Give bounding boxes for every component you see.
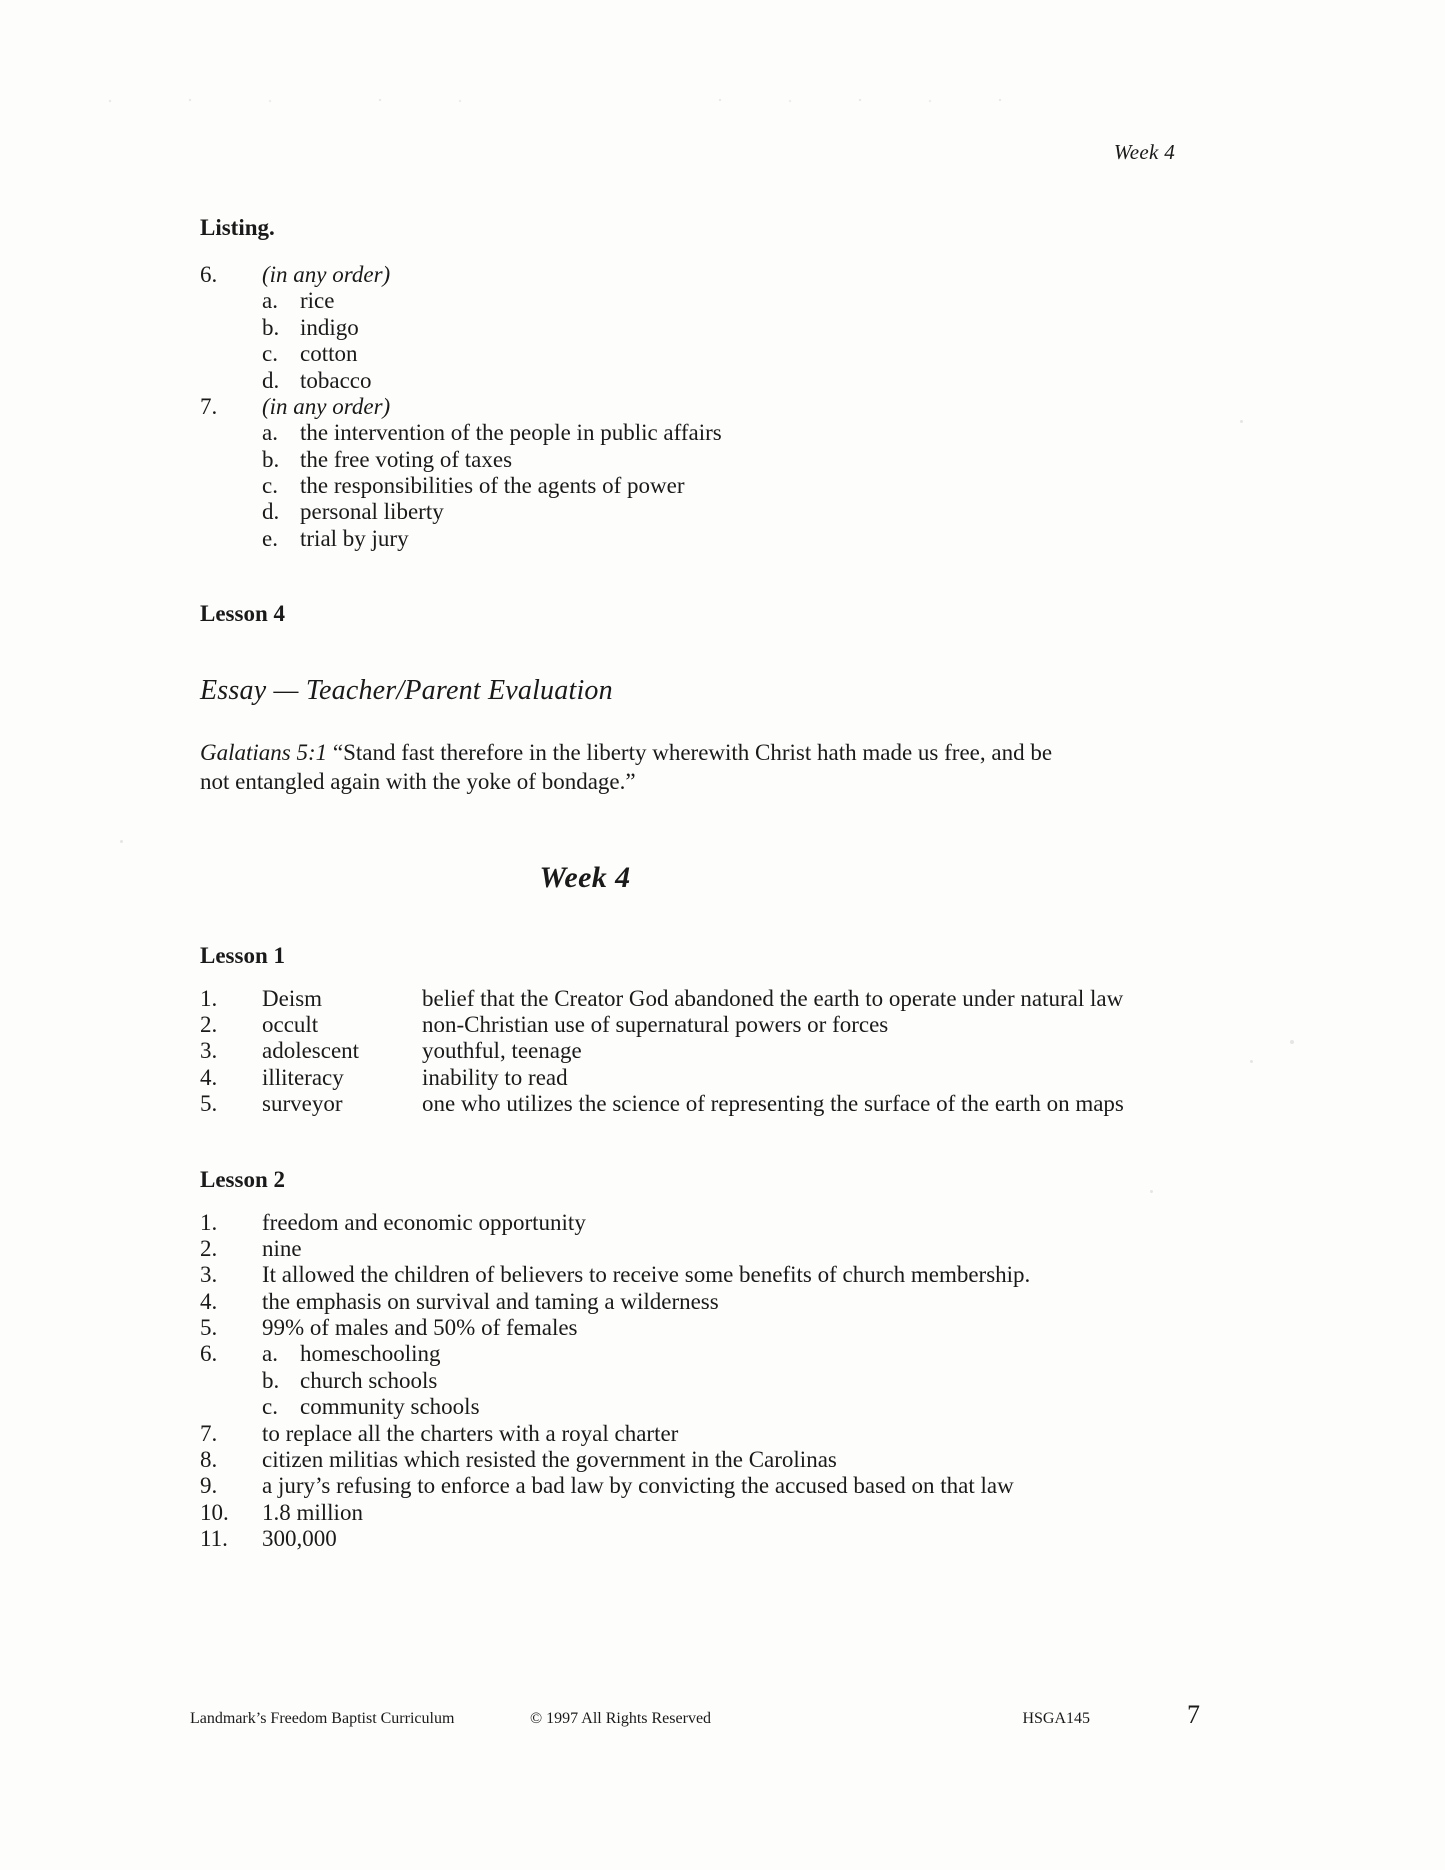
scripture-text: “Stand fast therefore in the liberty wherewith Christ hath made us free, and be not entangled again with the yoke of bondage.”	[200, 740, 1053, 794]
scan-speck	[120, 840, 123, 843]
vocab-term: illiteracy	[262, 1064, 344, 1090]
item-number: 7.	[200, 393, 218, 419]
scan-speck	[1290, 1040, 1294, 1044]
list-item	[200, 1316, 1090, 1340]
item-number: 4.	[200, 1064, 218, 1090]
table-row	[200, 1091, 1124, 1117]
item-number: 11.	[200, 1526, 228, 1551]
item-letter: c.	[262, 1394, 278, 1420]
list-item	[200, 448, 1090, 472]
item-number: 3.	[200, 1038, 218, 1064]
list-item	[200, 1263, 1090, 1287]
scripture-reference: Galatians 5:1	[200, 740, 328, 766]
list-item	[200, 474, 1090, 498]
item-number: 2.	[200, 1235, 218, 1261]
scan-speckle-band	[0, 95, 1445, 107]
list-item	[200, 316, 1090, 340]
lesson-1-heading: Lesson 1	[200, 942, 285, 968]
table-row	[200, 1066, 1090, 1090]
item-text: 1.8 million	[262, 1499, 363, 1525]
list-item	[200, 342, 1090, 366]
item-body	[262, 1342, 1090, 1366]
item-letter: b.	[262, 1367, 280, 1393]
scan-speck	[1240, 420, 1243, 423]
vocab-term: surveyor	[262, 1091, 343, 1117]
item-text: cotton	[300, 341, 358, 367]
item-text: freedom and economic opportunity	[262, 1209, 586, 1235]
scripture-quote	[200, 739, 1070, 797]
scan-speck	[1150, 1190, 1153, 1193]
item-letter: d.	[262, 499, 280, 525]
item-text: citizen militias which resisted the government in the Carolinas	[262, 1446, 837, 1472]
item-text: 300,000	[262, 1526, 337, 1551]
vocab-definition: one who utilizes the science of representing the surface of the earth on maps	[422, 1091, 1124, 1117]
list-item	[200, 500, 1090, 524]
list-item	[200, 527, 1090, 551]
item-text: the free voting of taxes	[300, 446, 513, 472]
item-text: the responsibilities of the agents of power	[300, 473, 685, 498]
item-text: rice	[300, 288, 335, 314]
item-letter: a.	[262, 1341, 278, 1367]
item-letter: b.	[262, 446, 280, 472]
running-head: Week 4	[1113, 140, 1175, 164]
item-number: 6.	[200, 262, 218, 287]
listing-heading: Listing.	[200, 215, 275, 240]
item-number: 7.	[200, 1420, 218, 1446]
list-item	[200, 1237, 1090, 1261]
item-note: (in any order)	[262, 393, 391, 419]
item-letter: c.	[262, 473, 278, 498]
item-text: the intervention of the people in public affairs	[300, 420, 722, 446]
list-item	[200, 395, 1090, 419]
item-text: personal liberty	[300, 499, 444, 525]
item-letter: a.	[262, 288, 278, 314]
scan-speck	[1250, 1060, 1253, 1063]
lesson-2-heading: Lesson 2	[200, 1166, 285, 1192]
item-letter: e.	[262, 525, 278, 551]
item-number: 5.	[200, 1091, 218, 1117]
list-item	[200, 1369, 1090, 1393]
item-text: It allowed the children of believers to receive some benefits of church membership.	[262, 1262, 1031, 1288]
vocab-definition: youthful, teenage	[422, 1038, 582, 1064]
item-number: 10.	[200, 1499, 229, 1525]
item-text: indigo	[300, 314, 359, 340]
table-row	[200, 1039, 1090, 1063]
lesson-4-heading: Lesson 4	[200, 601, 285, 627]
item-text: tobacco	[300, 367, 372, 393]
item-note: (in any order)	[262, 262, 391, 287]
table-row	[200, 985, 1124, 1011]
item-text: church schools	[300, 1367, 438, 1393]
item-number: 8.	[200, 1446, 218, 1472]
vocab-definition: non-Christian use of supernatural powers or forces	[422, 1012, 889, 1037]
vocab-definition: belief that the Creator God abandoned the earth to operate under natural law	[422, 985, 1124, 1011]
list-item	[200, 421, 1090, 445]
vocab-definition: inability to read	[422, 1064, 568, 1090]
list-item	[200, 1527, 1090, 1551]
page-number: 7	[1187, 1700, 1200, 1729]
vocab-term: Deism	[262, 985, 323, 1011]
list-item	[200, 1501, 1090, 1525]
footer-copyright: © 1997 All Rights Reserved	[530, 1710, 712, 1727]
list-item	[200, 1395, 1090, 1419]
page-footer	[190, 1700, 1255, 1730]
item-number: 9.	[200, 1473, 218, 1499]
item-text: nine	[262, 1235, 302, 1261]
vocab-term: adolescent	[262, 1038, 360, 1064]
item-text: 99% of males and 50% of females	[262, 1315, 578, 1340]
list-item	[200, 1448, 1090, 1472]
item-letter: b.	[262, 314, 280, 340]
footer-publisher: Landmark’s Freedom Baptist Curriculum	[190, 1710, 455, 1727]
text-column	[200, 215, 1124, 1553]
table-row	[200, 1013, 1090, 1037]
item-number: 1.	[200, 1209, 218, 1235]
item-letter: d.	[262, 367, 280, 393]
item-number: 3.	[200, 1262, 218, 1288]
item-number: 4.	[200, 1288, 218, 1314]
item-text: homeschooling	[300, 1341, 441, 1367]
list-item	[200, 289, 1090, 313]
item-number: 6.	[200, 1341, 218, 1367]
list-item	[200, 1342, 1090, 1366]
item-text: community schools	[300, 1394, 480, 1420]
item-number: 1.	[200, 985, 218, 1011]
footer-code: HSGA145	[1022, 1710, 1090, 1727]
item-letter: a.	[262, 420, 278, 446]
list-item	[200, 1290, 1090, 1314]
item-text: the emphasis on survival and taming a wilderness	[262, 1288, 719, 1314]
item-number: 2.	[200, 1012, 218, 1037]
list-item	[200, 1211, 1090, 1235]
list-item	[200, 1422, 1090, 1446]
item-number: 5.	[200, 1315, 218, 1340]
vocab-term: occult	[262, 1012, 319, 1037]
list-item	[200, 1474, 1090, 1498]
list-item	[200, 263, 1090, 287]
essay-title: Essay — Teacher/Parent Evaluation	[200, 675, 613, 707]
item-text: trial by jury	[300, 525, 409, 551]
item-text: to replace all the charters with a royal charter	[262, 1420, 679, 1446]
week-title: Week 4	[539, 860, 631, 894]
item-text: a jury’s refusing to enforce a bad law by convicting the accused based on that law	[262, 1473, 1014, 1499]
list-item	[200, 369, 1090, 393]
item-letter: c.	[262, 341, 278, 367]
